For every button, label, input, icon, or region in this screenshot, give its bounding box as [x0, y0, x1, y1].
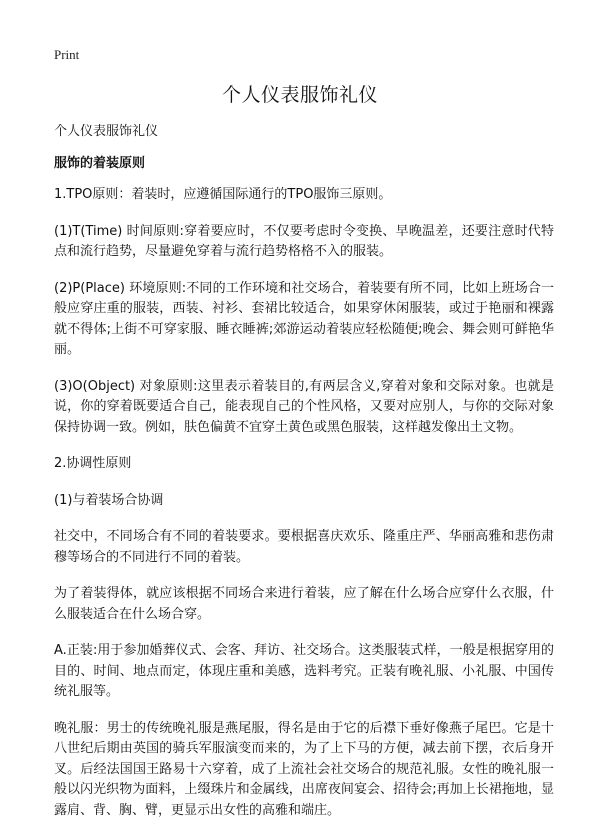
- document-body: [54, 122, 554, 837]
- paragraph-appropriate-dress: 为了着装得体，就应该根据不同场合来进行着装，应了解在什么场合应穿什么衣服，什么服装适合在什么场合穿。: [54, 586, 554, 622]
- paragraph-social-occasions: 社交中，不同场合有不同的着装要求。要根据喜庆欢乐、隆重庄严、华丽高雅和悲伤肃穆等场合的不同进行不同的着装。: [54, 529, 554, 565]
- paragraph-evening-dress: 晚礼服：男士的传统晚礼服是燕尾服，得名是由于它的后襟下垂好像燕子尾巴。它是十八世纪后期由英国的骑兵军服演变而来的，为了上下马的方便，减去前下摆，衣后身开叉。后经法国国王路易十六穿着，成了上流社会社交场合的规范礼服。女性的晚礼服一般以闪光织物为面料，上缀珠片和金属线，出席夜间宴会、招待会;再加上长裙拖地，显露肩、背、胸、臂，更显示出女性的高雅和端庄。: [54, 720, 554, 818]
- paragraph-formal-wear: A.正装:用于参加婚葬仪式、会客、拜访、社交场合。这类服装式样，一般是根据穿用的目的、时间、地点而定，体现庄重和美感，选料考究。正装有晚礼服、小礼服、中国传统礼服等。: [54, 643, 554, 699]
- paragraph-tpo-principle: 1.TPO原则：着装时，应遵循国际通行的TPO服饰三原则。: [54, 187, 392, 202]
- paragraph-coordination-principle: 2.协调性原则: [54, 456, 132, 471]
- paragraph-time-principle: (1)T(Time) 时间原则:穿着要应时，不仅要考虑时令变换、早晚温差，还要注意时代特点和流行趋势，尽量避免穿着与流行趋势格格不入的服装。: [54, 223, 554, 259]
- paragraph-occasion-coordination: (1)与着装场合协调: [54, 492, 164, 508]
- document-subtitle: 个人仪表服饰礼仪: [54, 124, 159, 139]
- section-heading: 服饰的着装原则: [54, 156, 146, 171]
- paragraph-object-principle: (3)O(Object) 对象原则:这里表示着装目的,有两层含义,穿着对象和交际对象。也就是说，你的穿着既要适合自己，能表现自己的个性风格，又要对应别人，与你的交际对象保持协调一致。例如，肤色偏黄不宜穿土黄色或黑色服装，这样越发像出土文物。: [54, 378, 554, 435]
- paragraph-place-principle: (2)P(Place) 环境原则:不同的工作环境和社交场合，着装要有所不同，比如上班场合一般应穿庄重的服装，西装、衬衫、套裙比较适合，如果穿休闲服装，或过于艳丽和裸露就不得体;上街不可穿家服、睡衣睡裤;郊游运动着装应轻松随便;晚会、舞会则可鲜艳华丽。: [54, 280, 554, 357]
- document-title: 个人仪表服饰礼仪: [221, 84, 378, 106]
- print-link[interactable]: Print: [54, 47, 80, 62]
